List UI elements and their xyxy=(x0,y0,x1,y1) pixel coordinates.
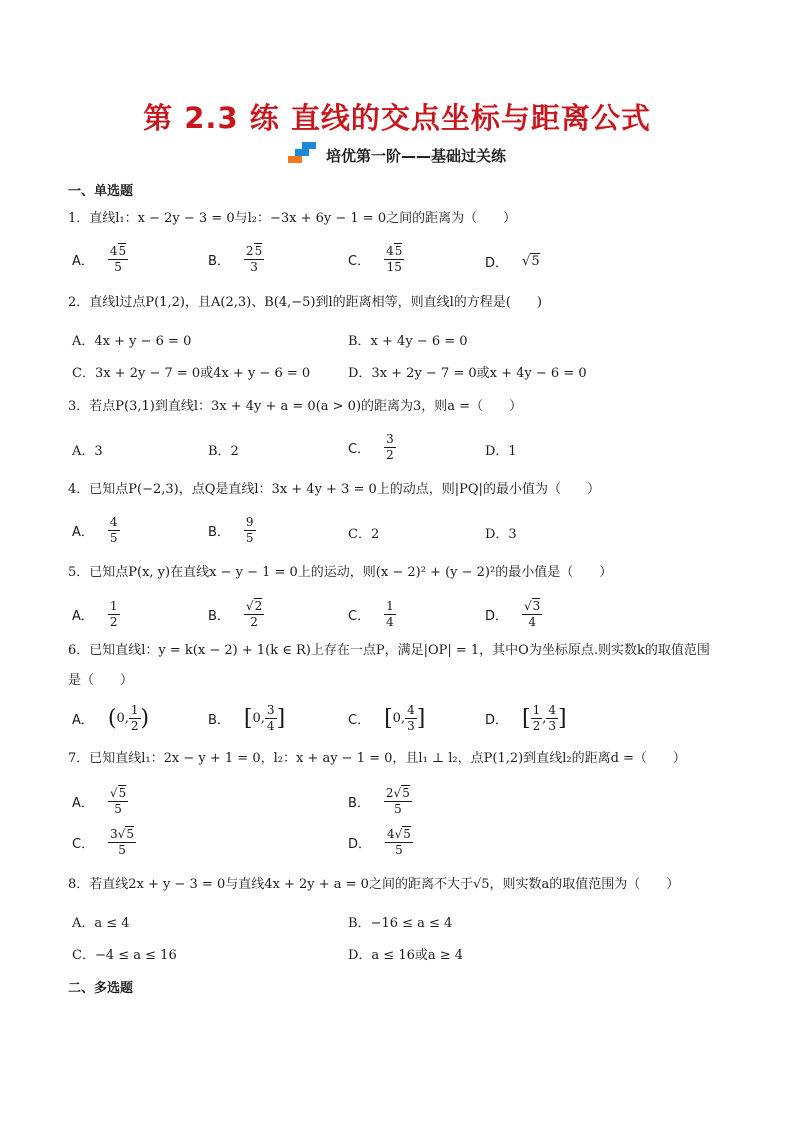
q4-option-c[interactable]: C．2 xyxy=(348,527,380,542)
q3-option-a[interactable]: A．3 xyxy=(72,444,103,459)
q1-option-c[interactable]: C． 45 15 xyxy=(348,244,403,274)
q8-option-a[interactable]: A．a ≤ 4 xyxy=(72,916,130,931)
q6-option-c[interactable]: C． [0, $\frac{4}{3}$ ] xyxy=(348,703,426,733)
subtitle xyxy=(288,142,506,168)
q2-option-d[interactable]: D．3x + 2y − 7 = 0或x + 4y − 6 = 0 xyxy=(348,366,587,381)
subtitle-row xyxy=(0,142,794,172)
q7-option-b[interactable]: B． 2√5 5 xyxy=(348,786,410,816)
question-1: 1．直线l₁：x − 2y − 3 = 0与l₂：−3x + 6y − 1 = 0之间的距离为（ ） xyxy=(68,211,517,226)
question-6-cont: 是（ ） xyxy=(68,673,134,688)
q8-option-b[interactable]: B．−16 ≤ a ≤ 4 xyxy=(348,916,453,931)
q4-option-d[interactable]: D．3 xyxy=(485,527,517,542)
question-3: 3．若点P(3,1)到直线l：3x + 4y + a = 0(a > 0)的距离为3，则a =（ ） xyxy=(68,399,523,414)
question-2: 2．直线l过点P(1,2)，且A(2,3)、B(4,−5)到l的距离相等，则直线l的方程是( ) xyxy=(68,295,542,310)
q7-option-d[interactable]: D． 4√5 5 xyxy=(348,827,411,857)
stairs-logo-icon xyxy=(288,142,320,168)
q1-option-d[interactable]: D． √5 xyxy=(485,254,540,271)
q5-option-a[interactable]: A． 1 2 xyxy=(72,599,118,629)
page-title: 第 2.3 练 直线的交点坐标与距离公式 xyxy=(143,101,651,135)
q6-option-a[interactable]: A． (0, $\frac{1}{2}$ ) xyxy=(72,703,150,733)
q7-option-c[interactable]: C． 3√5 5 xyxy=(72,827,134,857)
question-6: 6．已知直线l：y = k(x − 2) + 1(k ∈ R)上存在一点P，满足|OP| = 1，其中O为坐标原点.则实数k的取值范围 xyxy=(68,643,710,658)
q3-option-c[interactable]: C． 3 2 xyxy=(348,432,394,462)
q6-option-b[interactable]: B． [0, $\frac{3}{4}$ ] xyxy=(208,703,286,733)
q5-option-b[interactable]: B． √2 2 xyxy=(208,599,263,629)
q1-option-a[interactable]: A． 45 5 xyxy=(72,244,127,274)
q8-option-d[interactable]: D．a ≤ 16或a ≥ 4 xyxy=(348,948,464,963)
q1-a-math: 45 5 xyxy=(109,244,127,274)
q2-option-c[interactable]: C．3x + 2y − 7 = 0或4x + y − 6 = 0 xyxy=(72,366,311,381)
question-8: 8．若直线2x + y − 3 = 0与直线4x + 2y + a = 0之间的距离不大于√5，则实数a的取值范围为（ ） xyxy=(68,877,680,892)
q3-option-d[interactable]: D．1 xyxy=(485,444,517,459)
subtitle-text: 培优第一阶——基础过关练 xyxy=(325,146,506,165)
q4-option-a[interactable]: A． 4 5 xyxy=(72,515,118,545)
q4-option-b[interactable]: B． 9 5 xyxy=(208,515,254,545)
q2-option-b[interactable]: B．x + 4y − 6 = 0 xyxy=(348,334,468,349)
q3-option-b[interactable]: B．2 xyxy=(208,444,239,459)
q2-option-a[interactable]: A．4x + y − 6 = 0 xyxy=(72,334,192,349)
question-5: 5．已知点P(x, y)在直线x − y − 1 = 0上的运动，则(x − 2)² + (y − 2)²的最小值是（ ） xyxy=(68,565,613,580)
q8-option-c[interactable]: C．−4 ≤ a ≤ 16 xyxy=(72,948,177,963)
q1-option-b[interactable]: B． 25 3 xyxy=(208,244,263,274)
q5-option-c[interactable]: C． 1 4 xyxy=(348,599,394,629)
section-single-choice: 一、单选题 xyxy=(68,184,134,199)
q7-option-a[interactable]: A． √5 5 xyxy=(72,786,127,816)
section-multiple-choice: 二、多选题 xyxy=(68,981,134,996)
question-7: 7．已知直线l₁：2x − y + 1 = 0，l₂：x + ay − 1 = 0，且l₁ ⊥ l₂，点P(1,2)到直线l₂的距离d =（ ） xyxy=(68,751,686,766)
question-4: 4．已知点P(−2,3)，点Q是直线l：3x + 4y + 3 = 0上的动点，则|PQ|的最小值为（ ） xyxy=(68,482,600,497)
q6-option-d[interactable]: D． [ $\frac{1}{2}$ , $\frac{4}{3}$ ] xyxy=(485,703,567,733)
q5-option-d[interactable]: D． √3 4 xyxy=(485,599,541,629)
